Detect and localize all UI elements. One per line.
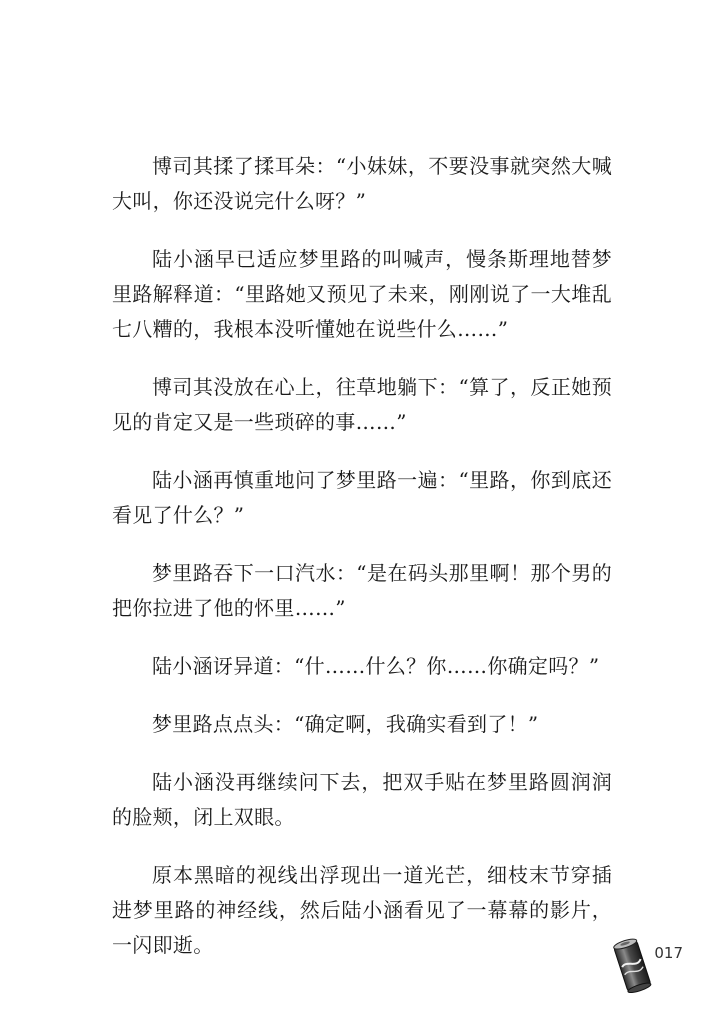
page-footer: [612, 934, 683, 996]
paragraph-2: 陆小涵早已适应梦里路的叫喊声，慢条斯理地替梦里路解释道：“里路她又预见了未来，刚刚说了一大堆乱七八糟的，我根本没听懂她在说些什么……”: [112, 247, 612, 341]
paragraph-6: 陆小涵讶异道：“什……什么？你……你确定吗？”: [152, 654, 600, 678]
paragraph-5: 梦里路吞下一口汽水：“是在码头那里啊！那个男的把你拉进了他的怀里……”: [112, 561, 612, 620]
body-text: [112, 149, 612, 986]
paragraph-9: 原本黑暗的视线出浮现出一道光芒，细枝末节穿插进梦里路的神经线，然后陆小涵看见了一幕幕的影片，一闪即逝。: [112, 863, 612, 957]
paragraph-1: 博司其揉了揉耳朵：“小妹妹，不要没事就突然大喊大叫，你还没说完什么呀？”: [112, 154, 612, 213]
page-number: 017: [654, 944, 683, 962]
paragraph-3: 博司其没放在心上，往草地躺下：“算了，反正她预见的肯定又是一些琐碎的事……”: [112, 375, 612, 434]
paragraph-7: 梦里路点点头：“确定啊，我确实看到了！”: [152, 712, 539, 736]
paragraph-8: 陆小涵没再继续问下去，把双手贴在梦里路圆润润的脸颊，闭上双眼。: [112, 770, 612, 829]
soda-can-icon: [612, 934, 652, 996]
paragraph-4: 陆小涵再慎重地问了梦里路一遍：“里路，你到底还看见了什么？”: [112, 468, 612, 527]
